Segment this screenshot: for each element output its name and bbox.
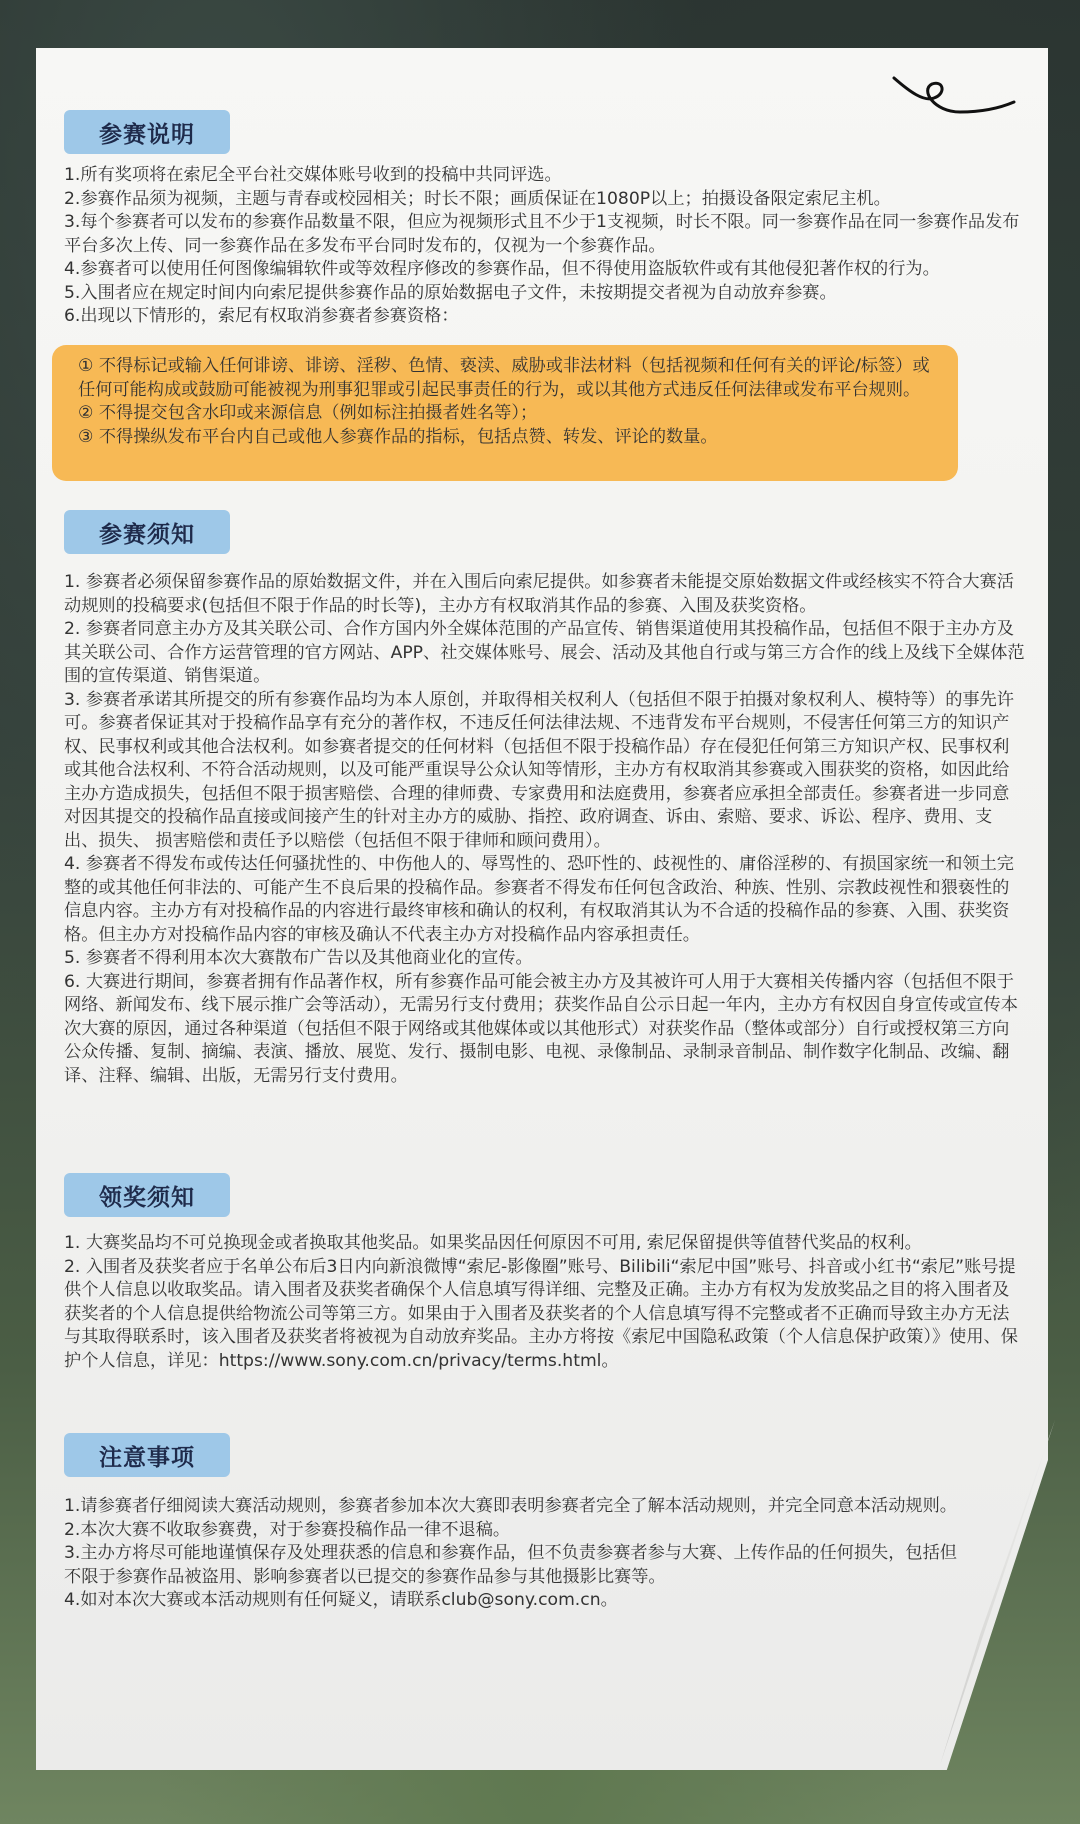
rules-item: 2.参赛作品须为视频，主题与青春或校园相关；时长不限；画质保证在1080P以上；拍摄设备限定索尼主机。 xyxy=(64,188,891,209)
attention-item: 3.主办方将尽可能地谨慎保存及处理获悉的信息和参赛作品，但不负责参赛者参与大赛、上传作品的任何损失，包括但不限于参赛作品被盗用、影响参赛者以已提交的参赛作品参与其他摄影比赛等。 xyxy=(64,1543,957,1587)
restriction-item: ① 不得标记或输入任何诽谤、诽谤、淫秽、色情、亵渎、威胁或非法材料（包括视频和任何有关的评论/标签）或任何可能构成或鼓励可能被视为刑事犯罪或引起民事责任的行为，或以其他方式违反任何法律或发布平台规则。 xyxy=(78,356,930,400)
attention-item: 1.请参赛者仔细阅读大赛活动规则，参赛者参加本次大赛即表明参赛者完全了解本活动规则，并完全同意本活动规则。 xyxy=(64,1496,957,1516)
notice-item: 5. 参赛者不得利用本次大赛散布广告以及其他商业化的宣传。 xyxy=(64,948,533,968)
section-title-notice: 参赛须知 xyxy=(64,510,230,554)
attention-item: 4.如对本次大赛或本活动规则有任何疑义，请联系club@sony.com.cn。 xyxy=(64,1590,618,1610)
notice-item: 1. 参赛者必须保留参赛作品的原始数据文件，并在入围后向索尼提供。如参赛者未能提交原始数据文件或经核实不符合大赛活动规则的投稿要求(包括但不限于作品的时长等)，主办方有权取消其作品的参赛、入围及获奖资格。 xyxy=(64,572,1014,616)
rules-item: 1.所有奖项将在索尼全平台社交媒体账号收到的投稿中共同评选。 xyxy=(64,165,562,185)
decorative-swirl-icon xyxy=(890,72,1020,142)
prize-item: 1. 大赛奖品均不可兑换现金或者换取其他奖品。如果奖品因任何原因不可用, 索尼保留提供等值替代奖品的权利。 xyxy=(64,1233,922,1253)
prize-list xyxy=(64,1232,1026,1373)
rules-item: 3.每个参赛者可以发布的参赛作品数量不限，但应为视频形式且不少于1支视频，时长不限。同一参赛作品在同一参赛作品发布平台多次上传、同一参赛作品在多发布平台同时发布的，仅视为一个参赛作品。 xyxy=(64,212,1020,256)
restriction-item: ② 不得提交包含水印或来源信息（例如标注拍摄者姓名等）； xyxy=(78,403,538,423)
rules-item: 5.入围者应在规定时间内向索尼提供参赛作品的原始数据电子文件，未按期提交者视为自动放弃参赛。 xyxy=(64,282,837,303)
rules-item: 6.出现以下情形的，索尼有权取消参赛者参赛资格： xyxy=(64,306,459,326)
rules-list xyxy=(64,164,1026,329)
section-title-attention: 注意事项 xyxy=(64,1433,230,1477)
notice-item: 4. 参赛者不得发布或传达任何骚扰性的、中伤他人的、辱骂性的、恐吓性的、歧视性的、庸俗淫秽的、有损国家统一和领土完整的或其他任何非法的、可能产生不良后果的投稿作品。参赛者不得发布任何包含政治、种族、性别、宗教歧视性和猥亵性的信息内容。主办方有对投稿作品的内容进行最终审核和确认的权利，有权取消其认为不合适的投稿作品的参赛、入围、获奖资格。但主办方对投稿作品内容的审核及确认不代表主办方对投稿作品内容承担责任。 xyxy=(64,854,1014,945)
section-title-rules: 参赛说明 xyxy=(64,110,230,154)
attention-item: 2.本次大赛不收取参赛费，对于参赛投稿作品一律不退稿。 xyxy=(64,1519,511,1540)
notice-list xyxy=(64,571,1026,1088)
restrictions-box xyxy=(52,345,958,481)
restriction-item: ③ 不得操纵发布平台内自己或他人参赛作品的指标，包括点赞、转发、评论的数量。 xyxy=(78,426,718,447)
section-title-prize: 领奖须知 xyxy=(64,1173,230,1217)
prize-item: 2. 入围者及获奖者应于名单公布后3日内向新浪微博“索尼-影像圈”账号、Bilibili“索尼中国”账号、抖音或小红书“索尼”账号提供个人信息以收取奖品。请入围者及获奖者确保个人信息填写得详细、完整及正确。主办方有权为发放奖品之目的将入围者及获奖者的个人信息提供给物流公司等第三方。如果由于入围者及获奖者的个人信息填写得不完整或者不正确而导致主办方无法与其取得联系时，该入围者及获奖者将被视为自动放弃奖品。主办方将按《索尼中国隐私政策（个人信息保护政策）》使用、保护个人信息，详见：https://www.sony.com.cn/privacy/terms.html。 xyxy=(64,1256,1018,1371)
attention-list xyxy=(64,1495,964,1613)
rules-item: 4.参赛者可以使用任何图像编辑软件或等效程序修改的参赛作品，但不得使用盗版软件或有其他侵犯著作权的行为。 xyxy=(64,259,940,279)
notice-item: 2. 参赛者同意主办方及其关联公司、合作方国内外全媒体范围的产品宣传、销售渠道使用其投稿作品，包括但不限于主办方及其关联公司、合作方运营管理的官方网站、APP、社交媒体账号、展会、活动及其他自行或与第三方合作的线上及线下全媒体范围的宣传渠道、销售渠道。 xyxy=(64,619,1025,686)
notice-item: 6. 大赛进行期间，参赛者拥有作品著作权，所有参赛作品可能会被主办方及其被许可人用于大赛相关传播内容（包括但不限于网络、新闻发布、线下展示推广会等活动），无需另行支付费用；获奖作品自公示日起一年内，主办方有权因自身宣传或宣传本次大赛的原因，通过各种渠道（包括但不限于网络或其他媒体或以其他形式）对获奖作品（整体或部分）自行或授权第三方向公众传播、复制、摘编、表演、播放、展览、发行、摄制电影、电视、录像制品、录制录音制品、制作数字化制品、改编、翻译、注释、编辑、出版，无需另行支付费用。 xyxy=(64,971,1018,1086)
notice-item: 3. 参赛者承诺其所提交的所有参赛作品均为本人原创，并取得相关权利人（包括但不限于拍摄对象权利人、模特等）的事先许可。参赛者保证其对于投稿作品享有充分的著作权，不违反任何法律法规、不违背发布平台规则，不侵害任何第三方的知识产权、民事权利或其他合法权利。如参赛者提交的任何材料（包括但不限于投稿作品）存在侵犯任何第三方知识产权、民事权利或其他合法权利、不符合活动规则，以及可能严重误导公众认知等情形，主办方有权取消其参赛或入围获奖的资格，如因此给主办方造成损失，包括但不限于损害赔偿、合理的律师费、专家费用和法庭费用，参赛者应承担全部责任。参赛者进一步同意对因其提交的投稿作品直接或间接产生的针对主办方的威胁、指控、政府调查、诉由、索赔、要求、诉讼、程序、费用、支出、损失、 损害赔偿和责任予以赔偿（包括但不限于律师和顾问费用）。 xyxy=(64,689,1014,851)
